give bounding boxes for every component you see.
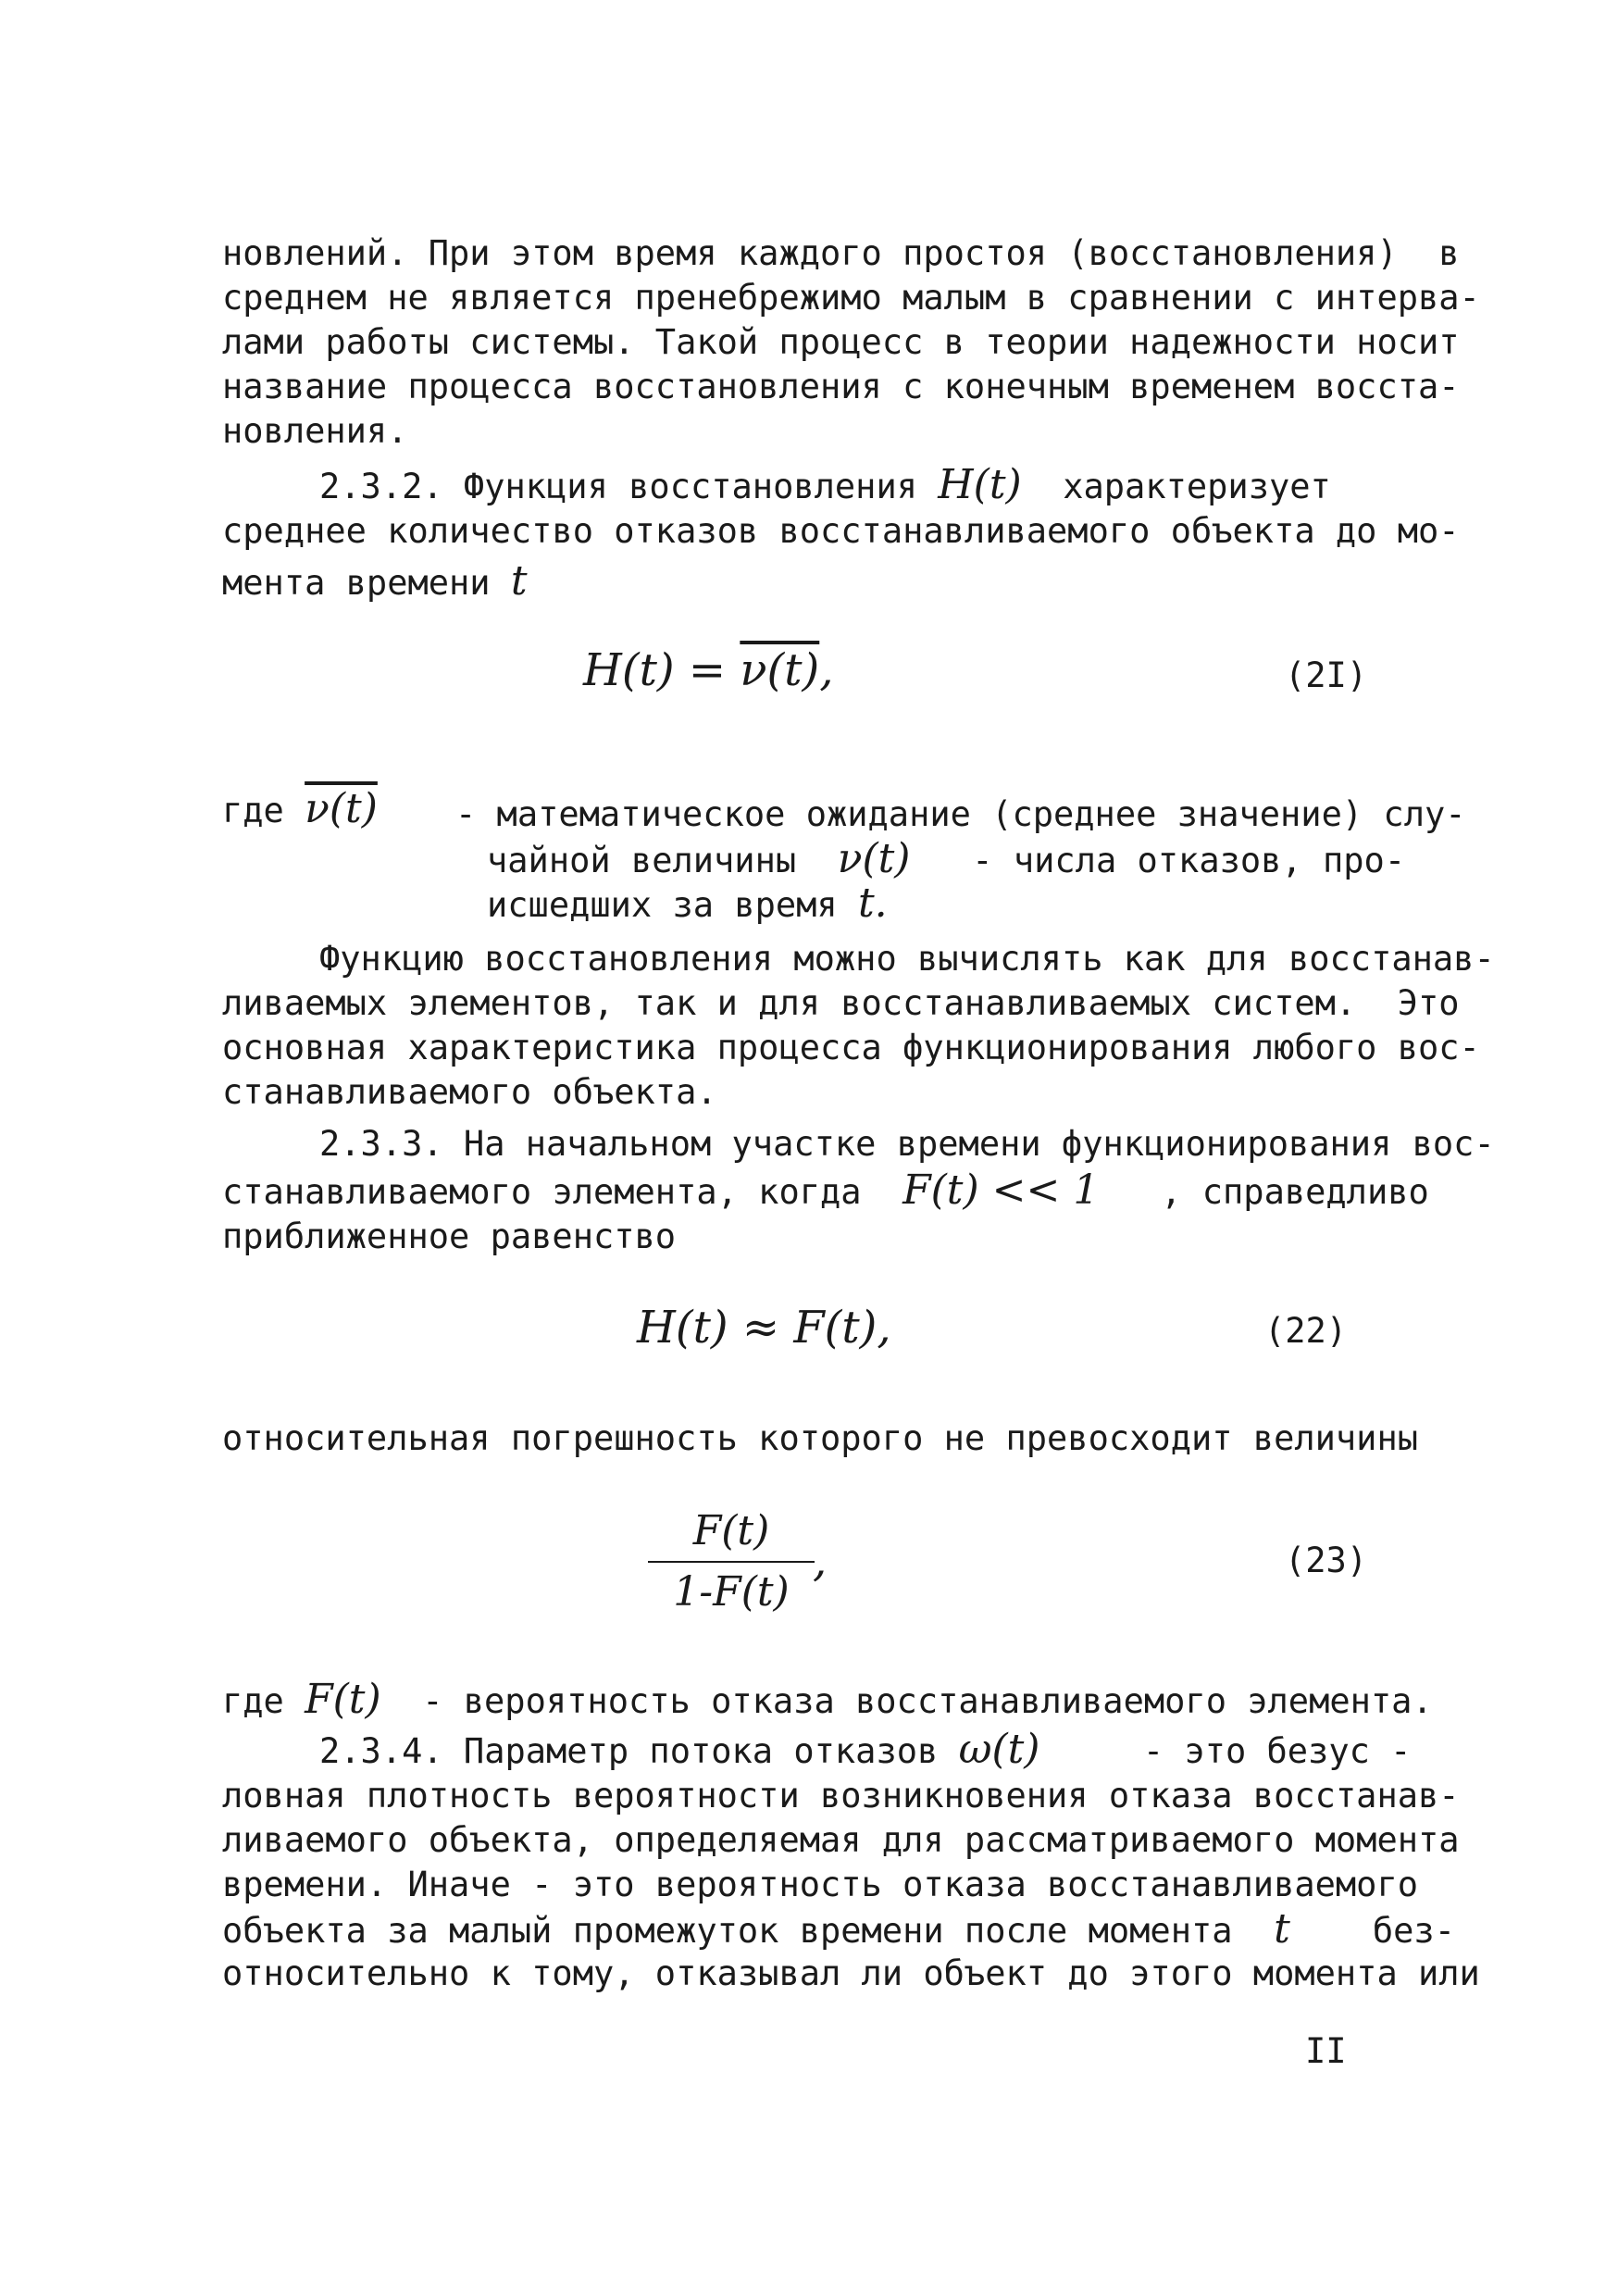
section-text: 2.3.4. Параметр потока отказов: [319, 1731, 959, 1771]
text-line: времени. Иначе - это вероятность отказа восстанавливаемого: [222, 1865, 1419, 1904]
text-line: ливаемых элементов, так и для восстанавливаемых систем. Это: [222, 983, 1460, 1023]
math-symbol: t: [510, 557, 528, 605]
section-text: без-: [1289, 1911, 1455, 1951]
where-text: чайной величины: [487, 841, 838, 880]
text-line: новления.: [222, 411, 408, 451]
equation-number: (23): [1285, 1541, 1368, 1580]
text-line: относительно к тому, отказывал ли объект до этого момента или: [222, 1953, 1480, 1993]
where-line2: [487, 837, 1405, 883]
section-text: станавливаемого элемента, когда: [222, 1172, 903, 1212]
page-number: II: [1305, 2031, 1347, 2071]
text-line: ливаемого объекта, определяемая для рассматриваемого момента: [222, 1820, 1460, 1860]
where-text: - числа отказов, про-: [910, 841, 1406, 880]
section-text: , справедливо: [1099, 1172, 1429, 1212]
where-text: где: [222, 791, 305, 830]
where-23-line: [222, 1678, 1433, 1724]
text-line: среднем не является пренебрежимо малым в сравнении с интерва-: [222, 278, 1480, 318]
section-2-3-2-line1: [319, 463, 1331, 509]
math-symbol: F(t) << 1: [902, 1167, 1100, 1214]
text-line: 2.3.3. На начальном участке времени функционирования вос-: [319, 1124, 1495, 1164]
section-text: характеризует: [1021, 467, 1331, 506]
text-line: - математическое ожидание (среднее значение) слу-: [455, 794, 1466, 834]
equation-number: (22): [1264, 1311, 1348, 1351]
text-line: станавливаемого объекта.: [222, 1072, 717, 1112]
text-line: относительная погрешность которого не превосходит величины: [222, 1418, 1419, 1458]
text-line: приближенное равенство: [222, 1217, 677, 1256]
equation-number: (2I): [1285, 655, 1368, 695]
fraction-numerator: F(t): [648, 1509, 815, 1563]
where-text: исшедших за время: [487, 885, 858, 925]
section-text: мента времени: [222, 563, 511, 603]
math-symbol: H(t): [938, 461, 1022, 508]
where-text: где: [222, 1681, 305, 1721]
where-line3: [487, 881, 888, 928]
text-line: основная характеристика процесса функционирования любого вос-: [222, 1028, 1480, 1067]
section-text: 2.3.2. Функция восстановления: [319, 467, 939, 506]
section-text: объекта за малый промежуток времени после момента: [222, 1911, 1275, 1951]
where-text: - вероятность отказа восстанавливаемого элемента.: [380, 1681, 1433, 1721]
fraction-denominator: 1-F(t): [673, 1568, 790, 1616]
equation-lhs: H(t) =: [583, 644, 741, 696]
where-label: [222, 787, 378, 833]
text-line: ловная плотность вероятности возникновения отказа восстанав-: [222, 1776, 1460, 1816]
math-symbol: ν(t): [305, 785, 378, 832]
text-line: лами работы системы. Такой процесс в теории надежности носит: [222, 322, 1460, 362]
equation-tail: ,: [819, 644, 834, 696]
equation-21: [583, 644, 834, 696]
math-symbol: ν(t): [837, 835, 911, 882]
text-line: Функцию восстановления можно вычислять как для восстанав-: [319, 939, 1495, 979]
section-2-3-4-line1: [319, 1728, 1411, 1774]
text-line: среднее количество отказов восстанавливаемого объекта до мо-: [222, 511, 1460, 551]
text-line: название процесса восстановления с конечным временем восста-: [222, 367, 1460, 406]
section-2-3-3-line2: [222, 1168, 1429, 1215]
text-line: новлений. При этом время каждого простоя (восстановления) в: [222, 233, 1460, 273]
math-symbol: F(t): [305, 1676, 381, 1723]
math-symbol: t.: [857, 880, 888, 927]
equation-rhs: ν(t): [740, 644, 820, 696]
equation-23-fraction: [648, 1509, 815, 1615]
section-2-3-2-line3: [222, 559, 528, 605]
equation-tail: ,: [813, 1535, 828, 1587]
section-2-3-4-line5: [222, 1907, 1455, 1953]
section-text: - это безус -: [1039, 1731, 1412, 1771]
equation-22: H(t) ≈ F(t),: [637, 1302, 891, 1354]
math-symbol: t: [1274, 1905, 1290, 1953]
math-symbol: ω(t): [958, 1726, 1040, 1773]
